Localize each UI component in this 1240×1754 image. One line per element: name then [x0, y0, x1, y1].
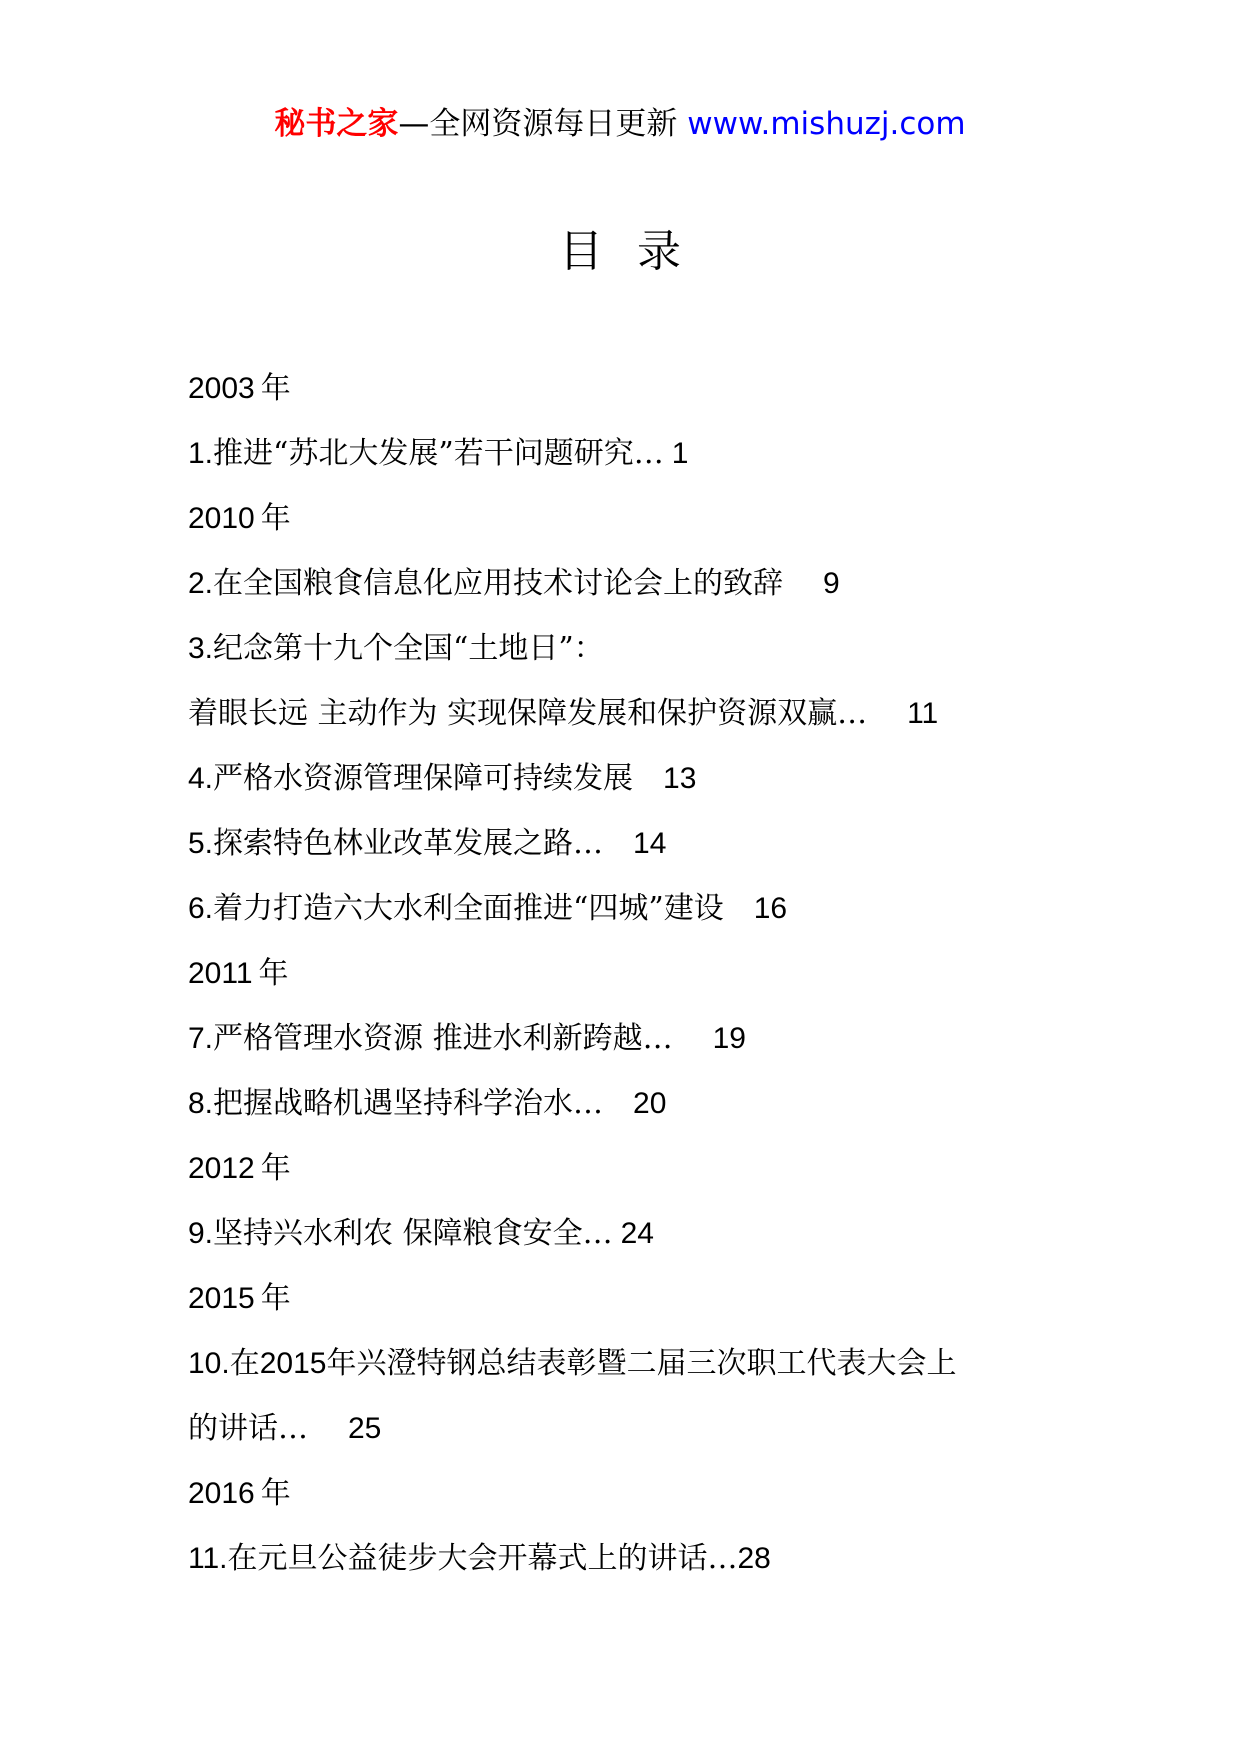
toc-entry-1[interactable] [188, 421, 1068, 486]
entry-number: 8. [188, 1087, 214, 1120]
toc-year-2011 [188, 941, 1068, 1006]
entry-number: 10. [188, 1347, 230, 1380]
entry-page: 19 [712, 1022, 746, 1055]
toc-entry-9[interactable] [188, 1201, 1068, 1266]
entry-title: 探索特色林业改革发展之路… [213, 826, 604, 861]
site-header [0, 100, 1240, 148]
entry-page: 28 [737, 1542, 771, 1575]
toc-entry-10[interactable] [188, 1331, 1068, 1396]
toc-entry-7[interactable] [188, 1006, 1068, 1071]
entry-title-continued: 的讲话… [188, 1411, 308, 1446]
entry-title: 在全国粮食信息化应用技术讨论会上的致辞 [213, 566, 784, 601]
entry-page: 9 [823, 567, 840, 600]
entry-title: 严格管理水资源 推进水利新跨越… [213, 1021, 673, 1056]
entry-page: 14 [633, 827, 667, 860]
toc-entry-3-subtitle[interactable] [188, 681, 1068, 746]
entry-title: 年兴澄特钢总结表彰暨二届三次职工代表大会上 [326, 1346, 957, 1381]
year-label: 2011 [188, 957, 253, 990]
year-suffix: 年 [258, 956, 289, 991]
entry-page: 11 [907, 697, 939, 730]
toc-year-2003 [188, 356, 1068, 421]
toc-entry-6[interactable] [188, 876, 1068, 941]
year-suffix: 年 [260, 371, 291, 406]
entry-number: 4. [188, 762, 214, 795]
toc-entry-3[interactable] [188, 616, 1068, 681]
entry-number: 11. [188, 1542, 228, 1575]
toc-year-2016 [188, 1461, 1068, 1526]
year-label: 2015 [188, 1282, 255, 1315]
entry-title-prefix: 在 [229, 1346, 260, 1381]
entry-title: 把握战略机遇坚持科学治水… [213, 1086, 604, 1121]
entry-title: 严格水资源管理保障可持续发展 [213, 761, 634, 796]
entry-number: 3. [188, 632, 214, 665]
entry-page: 13 [663, 762, 697, 795]
entry-title: 着力打造六大水利全面推进“四城”建设 [213, 891, 724, 926]
year-label: 2003 [188, 372, 255, 405]
entry-page: 1 [671, 437, 689, 470]
toc-entry-10-continued[interactable] [188, 1396, 1068, 1461]
entry-number: 6. [188, 892, 214, 925]
toc-entry-5[interactable] [188, 811, 1068, 876]
entry-page: 16 [753, 892, 788, 925]
entry-page: 24 [620, 1217, 654, 1250]
site-url-link[interactable]: www.mishuzj.com [687, 106, 966, 142]
year-label: 2010 [188, 502, 255, 535]
year-label: 2012 [188, 1152, 255, 1185]
entry-title: 纪念第十九个全国“土地日”： [213, 631, 604, 666]
toc-year-2015 [188, 1266, 1068, 1331]
entry-page: 25 [348, 1412, 382, 1445]
entry-title: 推进“苏北大发展”若干问题研究… [213, 436, 664, 471]
entry-title-continued: 着眼长远 主动作为 实现保障发展和保护资源双赢… [188, 696, 868, 731]
entry-number: 2. [188, 567, 214, 600]
entry-number: 1. [188, 437, 214, 470]
toc-entry-2[interactable] [188, 551, 1068, 616]
year-suffix: 年 [260, 1151, 291, 1186]
toc-entry-8[interactable] [188, 1071, 1068, 1136]
toc-entry-4[interactable] [188, 746, 1068, 811]
brand-name: 秘书之家 [274, 106, 399, 142]
year-suffix: 年 [260, 1281, 291, 1316]
year-suffix: 年 [260, 501, 291, 536]
toc-year-2010 [188, 486, 1068, 551]
year-suffix: 年 [260, 1476, 291, 1511]
entry-number: 7. [188, 1022, 214, 1055]
entry-number: 9. [188, 1217, 214, 1250]
toc-entry-11[interactable] [188, 1526, 1068, 1591]
page-title: 目录 [559, 226, 715, 277]
entry-page: 20 [633, 1087, 667, 1120]
table-of-contents [188, 356, 1068, 1591]
header-tagline: —全网资源每日更新 [398, 106, 688, 142]
toc-year-2012 [188, 1136, 1068, 1201]
year-label: 2016 [188, 1477, 255, 1510]
entry-title: 坚持兴水利农 保障粮食安全… [213, 1216, 613, 1251]
entry-title-year: 2015 [259, 1347, 327, 1380]
entry-title: 在元旦公益徒步大会开幕式上的讲话… [227, 1541, 738, 1576]
entry-number: 5. [188, 827, 214, 860]
